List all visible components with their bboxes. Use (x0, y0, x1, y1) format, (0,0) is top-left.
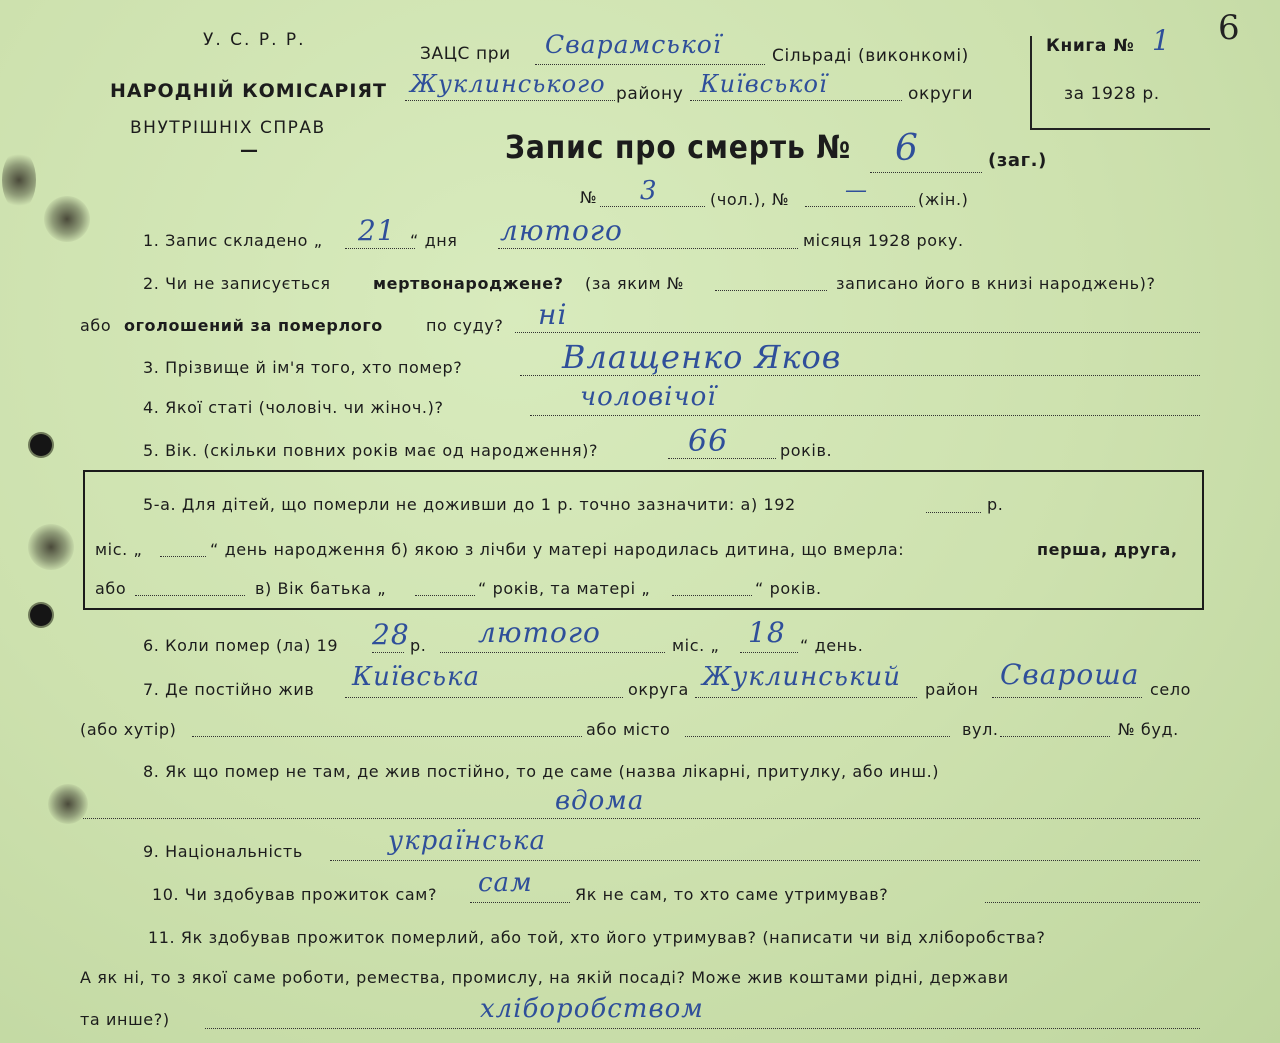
f7-rayon-line (695, 697, 917, 698)
f5-value: 66 (688, 424, 729, 459)
f7-okrug-label: округа (628, 680, 689, 699)
title-value: 6 (895, 128, 919, 169)
f7-rayon: Жуклинський (702, 662, 901, 692)
f10-value: сам (478, 868, 533, 898)
f10-label: 10. Чи здобував прожиток сам? (152, 885, 438, 904)
f1-prefix: 1. Запис складено „ (143, 231, 323, 250)
f7-label: 7. Де постійно жив (143, 680, 315, 699)
f1-month: лютого (500, 214, 623, 247)
book-value: 1 (1152, 24, 1171, 57)
book-label: Книга № (1046, 36, 1135, 56)
female-suffix: (жін.) (918, 190, 969, 209)
f2-bold: мертвонароджене? (373, 274, 564, 293)
f2-number-line (715, 290, 827, 291)
f7-okrug-line (345, 697, 623, 698)
f11-line2: А як ні, то з якої саме роботи, ремества, промислу, на якій посаді? Може жив коштами рідні, держави (80, 968, 1009, 987)
f7-line2-c: вул. (962, 720, 999, 739)
f10-rest: Як не сам, то хто саме утримував? (575, 885, 889, 904)
f7-city-line (685, 736, 950, 737)
f10-line (470, 902, 570, 903)
f7-selo: Свароша (1000, 658, 1140, 691)
f5-suffix: років. (780, 441, 833, 460)
header-internal-affairs: ВНУТРІШНІХ СПРАВ (130, 118, 326, 138)
zacs-line (535, 64, 765, 65)
header-dash: — (240, 140, 259, 161)
f10-rest-line (985, 902, 1200, 903)
f5a-line3-a: або (95, 579, 127, 598)
f8-line (83, 818, 1200, 819)
paper-stain (28, 524, 74, 570)
f1-day: 21 (358, 214, 396, 247)
corner-number: 6 (1218, 8, 1241, 48)
f9-line (330, 860, 1200, 861)
f2-value: ні (538, 298, 568, 331)
f5a-line3-d: “ років. (755, 579, 822, 598)
title-line (870, 172, 982, 173)
district-label: району (616, 84, 684, 104)
f11-line1: 11. Як здобував прожиток померлий, або той, хто його утримував? (написати чи від хліборобства? (148, 928, 1046, 947)
f2-value-line (515, 332, 1200, 333)
f1-day-line (345, 248, 415, 249)
f8-value: вдома (555, 786, 645, 816)
f1-mid: “ дня (410, 231, 458, 250)
f3-label: 3. Прізвище й ім'я того, хто помер? (143, 358, 463, 377)
f6-year: 28 (372, 618, 410, 651)
sub-no: № (580, 188, 598, 207)
f6-day: 18 (748, 616, 786, 649)
f5a-mother-line (672, 595, 752, 596)
male-line (600, 206, 705, 207)
male-suffix: (чол.), № (710, 190, 790, 209)
f6-month: лютого (478, 616, 601, 649)
f2-b: (за яким № (585, 274, 685, 293)
female-line (805, 206, 915, 207)
f7-line2-a: (або хутір) (80, 720, 177, 739)
f11-line (205, 1028, 1200, 1029)
f11-value: хліборобством (480, 994, 704, 1024)
female-value: — (845, 178, 868, 203)
f11-line3: та инше?) (80, 1010, 170, 1029)
f4-value: чоловічої (580, 382, 717, 412)
f5-label: 5. Вік. (скільки повних років має од народження)? (143, 441, 599, 460)
f8-label: 8. Як що помер не там, де жив постійно, то де саме (назва лікарні, притулку, або инш.) (143, 762, 940, 781)
f6-label: 6. Коли помер (ла) 19 (143, 636, 339, 655)
f4-label: 4. Якої статі (чоловіч. чи жіноч.)? (143, 398, 444, 417)
f5a-day-line (160, 556, 206, 557)
f1-suffix: місяця 1928 року. (803, 231, 964, 250)
f2-c: записано його в книзі народжень)? (836, 274, 1156, 293)
f5a-line2-bold: перша, друга, (1037, 540, 1178, 559)
header-commissariat: НАРОДНІЙ КОМІСАРІЯТ (110, 80, 387, 102)
f7-line2-d: № буд. (1118, 720, 1179, 739)
f9-value: українська (388, 826, 546, 856)
book-year: за 1928 р. (1064, 84, 1160, 104)
punch-hole-top (30, 434, 52, 456)
f9-label: 9. Національність (143, 842, 303, 861)
f7-selo-label: село (1150, 680, 1192, 699)
f1-month-line (498, 248, 798, 249)
district-line (405, 100, 615, 101)
male-value: 3 (640, 176, 658, 206)
okrug-value: Київської (700, 70, 828, 98)
f2-a: 2. Чи не записується (143, 274, 331, 293)
f7-khutir-line (192, 736, 582, 737)
f5a-line1-end: р. (987, 495, 1004, 514)
paper-stain (44, 196, 90, 242)
f5a-year-line (926, 512, 981, 513)
f6-r: р. (410, 636, 427, 655)
f6-mis: міс. „ (672, 636, 720, 655)
f6-month-line (440, 652, 665, 653)
zacs-prefix: ЗАЦС при (420, 44, 511, 64)
f6-suffix: “ день. (800, 636, 864, 655)
f5a-line2-a: міс. „ (95, 540, 143, 559)
f7-okrug: Київська (352, 662, 481, 692)
punch-hole-bottom (30, 604, 52, 626)
f7-rayon-label: район (925, 680, 979, 699)
f2-line2-bold: оголошений за померлого (124, 316, 383, 335)
header-ussr: У. С. Р. Р. (203, 30, 306, 50)
zacs-value: Сварамської (545, 30, 722, 59)
paper-stain (2, 150, 36, 210)
okrug-label: округи (908, 84, 974, 104)
okrug-line (690, 100, 902, 101)
f5a-line3-b: в) Вік батька „ (255, 579, 387, 598)
f4-line (530, 415, 1200, 416)
f7-street-line (1000, 736, 1110, 737)
f6-day-line (740, 652, 798, 653)
f2-line2-b: по суду? (426, 316, 504, 335)
district-value: Жуклинського (410, 70, 606, 98)
f5a-line3-c: “ років, та матері „ (478, 579, 651, 598)
f5a-line2-b: “ день народження б) якою з лічби у матері народилась дитина, що вмерла: (210, 540, 905, 559)
f7-line2-b: або місто (586, 720, 671, 739)
paper-stain (48, 784, 88, 824)
f6-year-line (372, 652, 404, 653)
f5a-line1: 5-а. Для дітей, що померли не доживши до 1 р. точно зазначити: а) 192 (143, 495, 796, 514)
f7-selo-line (992, 697, 1142, 698)
f5a-father-line (415, 595, 475, 596)
f5a-order-line (135, 595, 245, 596)
f3-value: Влащенко Яков (562, 338, 842, 376)
page-title: Запис про смерть № (505, 128, 852, 166)
silradi-label: Сільраді (виконкомі) (772, 46, 969, 66)
title-suffix: (заг.) (988, 150, 1047, 171)
f2-line2-a: або (80, 316, 112, 335)
